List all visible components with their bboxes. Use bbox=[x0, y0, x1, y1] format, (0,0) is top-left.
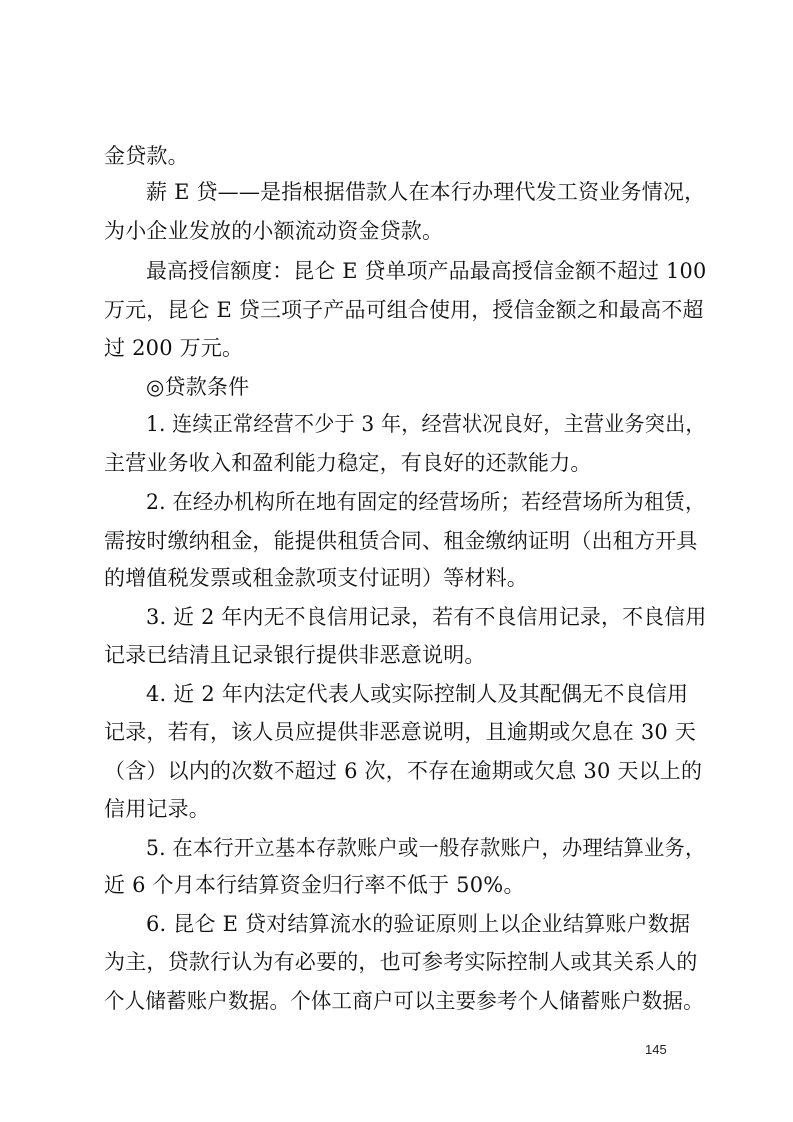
text-line: 记录，若有，该人员应提供非恶意说明，且逾期或欠息在 30 天 bbox=[104, 720, 697, 744]
text-line: 需按时缴纳租金，能提供租赁合同、租金缴纳证明（出租方开具 bbox=[104, 529, 698, 553]
text-line: （含）以内的次数不超过 6 次，不存在逾期或欠息 30 天以上的 bbox=[104, 759, 703, 783]
text-line: 金贷款。 bbox=[104, 144, 189, 168]
page-number: 145 bbox=[645, 1042, 667, 1057]
section-heading: ◎贷款条件 bbox=[146, 375, 250, 399]
text-line: 6. 昆仑 E 贷对结算流水的验证原则上以企业结算账户数据 bbox=[146, 912, 691, 936]
text-line: 2. 在经办机构所在地有固定的经营场所；若经营场所为租赁， bbox=[146, 490, 706, 514]
text-line: 最高授信额度：昆仑 E 贷单项产品最高授信金额不超过 100 bbox=[146, 259, 707, 283]
text-line: 万元，昆仑 E 贷三项子产品可组合使用，授信金额之和最高不超 bbox=[104, 298, 704, 322]
text-line: 记录已结清且记录银行提供非恶意说明。 bbox=[104, 643, 486, 667]
text-line: 薪 E 贷——是指根据借款人在本行办理代发工资业务情况， bbox=[146, 180, 706, 204]
text-line: 近 6 个月本行结算资金归行率不低于 50%。 bbox=[104, 873, 525, 897]
text-line: 个人储蓄账户数据。个体工商户可以主要参考个人储蓄账户数据。 bbox=[104, 989, 704, 1013]
text-line: 5. 在本行开立基本存款账户或一般存款账户，办理结算业务， bbox=[146, 836, 706, 860]
text-line: 为小企业发放的小额流动资金贷款。 bbox=[104, 219, 444, 243]
text-line: 3. 近 2 年内无不良信用记录，若有不良信用记录，不良信用 bbox=[146, 605, 707, 629]
text-line: 1. 连续正常经营不少于 3 年，经营状况良好，主营业务突出， bbox=[146, 412, 706, 436]
text-line: 过 200 万元。 bbox=[104, 336, 244, 360]
text-line: 信用记录。 bbox=[104, 797, 210, 821]
text-line: 为主，贷款行认为有必要的，也可参考实际控制人或其关系人的 bbox=[104, 950, 698, 974]
text-line: 主营业务收入和盈利能力稳定，有良好的还款能力。 bbox=[104, 451, 592, 475]
text-line: 4. 近 2 年内法定代表人或实际控制人及其配偶无不良信用 bbox=[146, 682, 689, 706]
text-line: 的增值税发票或租金款项支付证明）等材料。 bbox=[104, 566, 528, 590]
